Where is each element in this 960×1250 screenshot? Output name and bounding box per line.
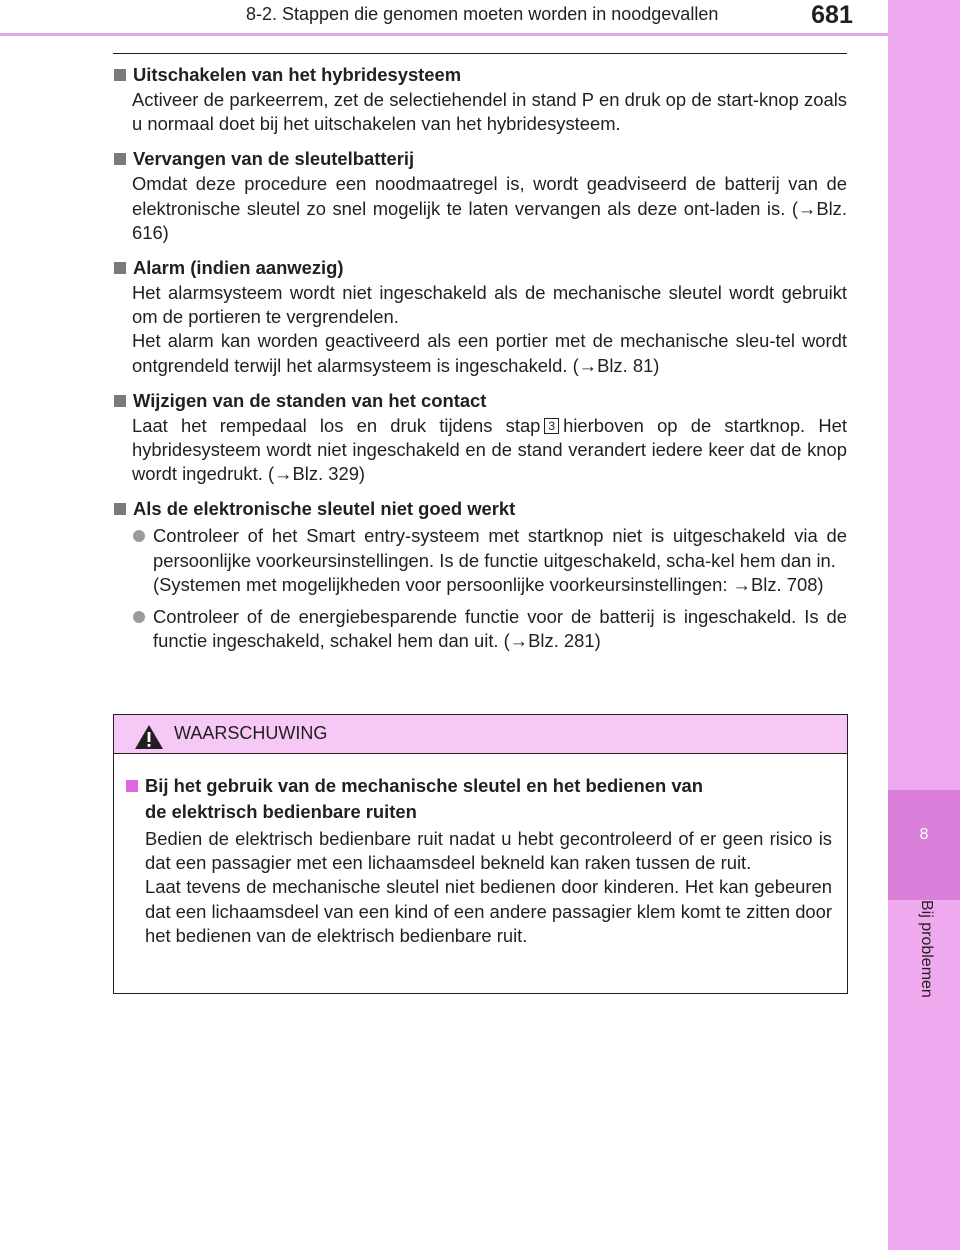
section-body: Het alarm kan worden geactiveerd als een portier met de mechanische sleu-tel wordt ontgrendeld terwijl het alarmsysteem is ingeschakeld. (→Blz. 81) bbox=[132, 330, 847, 376]
section-title: Vervangen van de sleutelbatterij bbox=[133, 148, 415, 170]
round-bullet-icon bbox=[133, 530, 145, 542]
page-number: 681 bbox=[786, 0, 878, 30]
square-bullet-icon bbox=[114, 262, 126, 274]
list-item bbox=[132, 524, 847, 597]
bullet-text: Controleer of de energiebesparende functie voor de batterij is ingeschakeld. Is de functie ingeschakeld, schakel hem dan uit. (→Blz. 281) bbox=[153, 606, 847, 652]
main-content bbox=[113, 62, 847, 663]
chapter-label: Bij problemen bbox=[918, 900, 935, 998]
section-shutdown bbox=[113, 62, 847, 136]
warning-label: WAARSCHUWING bbox=[174, 723, 328, 743]
square-bullet-icon bbox=[114, 395, 126, 407]
section-alarm bbox=[113, 255, 847, 378]
section-body: Activeer de parkeerrem, zet de selectiehendel in stand P en druk op de start-knop zoals u normaal doet bij het uitschakelen van het hybridesysteem. bbox=[132, 89, 847, 135]
warning-triangle-icon bbox=[134, 724, 164, 750]
header-section-title: 8-2. Stappen die genomen moeten worden in noodgevallen bbox=[246, 4, 719, 24]
warning-header bbox=[114, 715, 847, 754]
section-key-malfunction bbox=[113, 496, 847, 653]
body-text: hierboven op de startknop. Het hybridesysteem wordt niet ingeschakeld en de stand verandert iedere keer dat de knop wordt ingedrukt. (→Blz. 329) bbox=[132, 414, 848, 485]
square-bullet-icon bbox=[114, 69, 126, 81]
section-body bbox=[132, 414, 847, 487]
section-battery bbox=[113, 146, 847, 245]
bullet-text: (Systemen met mogelijkheden voor persoonlijke voorkeursinstellingen: →Blz. 708) bbox=[153, 573, 824, 595]
section-title: Alarm (indien aanwezig) bbox=[133, 257, 344, 279]
warning-body: Bedien de elektrisch bedienbare ruit nadat u hebt gecontroleerd of er geen risico is dat een passagier met een lichaamsdeel bekneld kan raken tussen de ruit. bbox=[145, 828, 832, 874]
section-ignition-modes bbox=[113, 388, 847, 487]
step-number-box: 3 bbox=[544, 418, 559, 434]
warning-title: Bij het gebruik van de mechanische sleutel en het bedienen van de elektrisch bedienbare ruiten bbox=[145, 775, 704, 822]
body-text: Laat het rempedaal los en druk tijdens stap bbox=[132, 414, 541, 436]
section-body: Het alarmsysteem wordt niet ingeschakeld als de mechanische sleutel wordt gebruikt om de portieren te vergrendelen. bbox=[132, 282, 847, 328]
square-bullet-icon bbox=[114, 503, 126, 515]
header-rule bbox=[0, 33, 888, 36]
warning-box bbox=[113, 714, 848, 994]
section-title: Uitschakelen van het hybridesysteem bbox=[133, 64, 462, 85]
section-title: Wijzigen van de standen van het contact bbox=[133, 389, 487, 411]
chapter-tab-highlight bbox=[888, 790, 960, 900]
section-body: Omdat deze procedure een noodmaatregel is, wordt geadviseerd de batterij van de elektronische sleutel zo snel mogelijk te laten vervangen als deze ont-laden is. (→Blz. 616) bbox=[132, 173, 847, 243]
warning-body: Laat tevens de mechanische sleutel niet bedienen door kinderen. Het kan gebeuren dat een lichaamsdeel van een kind of een andere passagier klem komt te zitten door het bedienen van de elektrisch bedienbare ruit. bbox=[145, 876, 832, 946]
side-tab bbox=[888, 0, 960, 1250]
round-bullet-icon bbox=[133, 611, 145, 623]
list-item bbox=[132, 605, 847, 653]
bullet-text: Controleer of het Smart entry-systeem met startknop niet is uitgeschakeld via de persoonlijke voorkeursinstellingen. Is de functie uitgeschakeld, scha-kel hem dan in. bbox=[153, 525, 847, 571]
square-bullet-icon bbox=[126, 780, 138, 792]
top-rule bbox=[113, 53, 847, 54]
square-bullet-icon bbox=[114, 153, 126, 165]
chapter-number: 8 bbox=[919, 826, 929, 843]
section-title: Als de elektronische sleutel niet goed werkt bbox=[133, 498, 516, 520]
